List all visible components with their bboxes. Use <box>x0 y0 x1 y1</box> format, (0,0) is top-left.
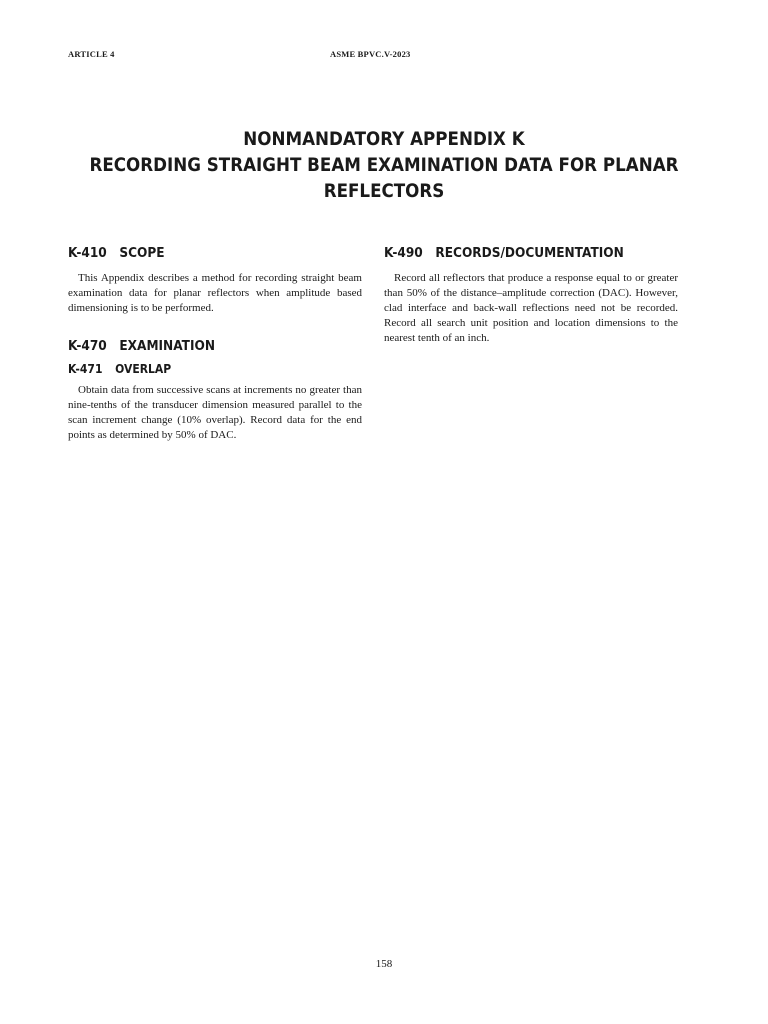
subsection-number: K-471 <box>68 362 103 376</box>
section-heading-k410 <box>68 244 333 262</box>
left-column <box>68 244 362 443</box>
scope-paragraph: This Appendix describes a method for recording straight beam examination data for planar reflectors when amplitude based dimensioning is to be performed. <box>68 272 362 314</box>
records-paragraph: Record all reflectors that produce a response equal to or greater than 50% of the distance–amplitude correction (DAC). However, clad interface and back-wall reflections need not be recorded. Record all search unit position and location dimensions to the nearest tenth of an inch. <box>384 272 678 344</box>
appendix-title-line-3: REFLECTORS <box>323 180 445 202</box>
section-heading-k470 <box>68 337 333 355</box>
appendix-title <box>0 126 768 204</box>
appendix-title-line-2: RECORDING STRAIGHT BEAM EXAMINATION DATA FOR PLANAR <box>89 154 679 176</box>
overlap-paragraph: Obtain data from successive scans at increments no greater than nine-tenths of the transducer dimension measured parallel to the scan increment change (10% overlap). Record data for the end points as determined by 50% of DAC. <box>68 384 362 441</box>
right-column <box>384 244 678 346</box>
section-title: RECORDS/DOCUMENTATION <box>435 245 624 261</box>
page-number: 158 <box>375 958 393 970</box>
section-heading-k490 <box>384 244 649 262</box>
subsection-title: OVERLAP <box>115 362 172 376</box>
running-head-article: ARTICLE 4 <box>68 49 115 59</box>
running-head-standard: ASME BPVC.V-2023 <box>330 49 411 59</box>
appendix-title-line-1: NONMANDATORY APPENDIX K <box>243 128 525 150</box>
subsection-heading-k471 <box>68 361 333 377</box>
section-number: K-410 <box>68 245 107 261</box>
section-title: EXAMINATION <box>119 338 215 354</box>
section-number: K-490 <box>384 245 423 261</box>
section-title: SCOPE <box>119 245 165 261</box>
section-number: K-470 <box>68 338 107 354</box>
